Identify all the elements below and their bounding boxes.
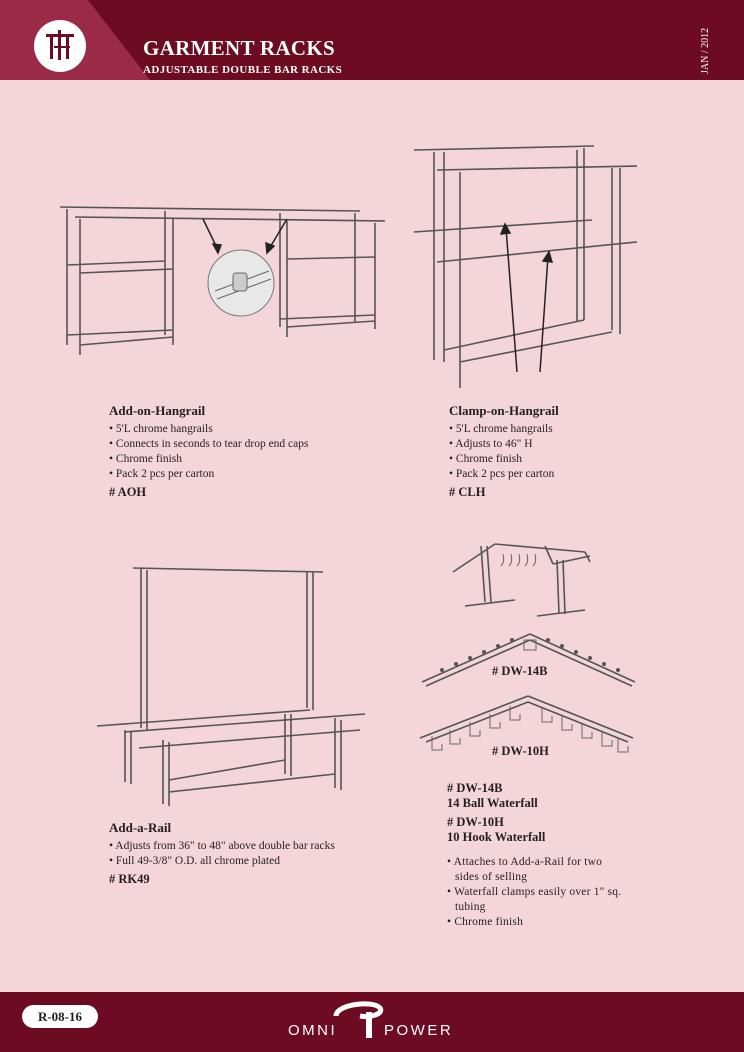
feature-item: • Connects in seconds to tear drop end caps bbox=[109, 437, 409, 452]
add-on-hangrail-title: Add-on-Hangrail bbox=[109, 403, 206, 418]
feature-item: • Attaches to Add-a-Rail for two sides of selling bbox=[447, 855, 625, 885]
add-on-hangrail-info bbox=[109, 403, 409, 500]
page-code-badge: R-08-16 bbox=[22, 1005, 98, 1028]
clamp-on-hangrail-code: # CLH bbox=[449, 485, 486, 499]
add-a-rail-info bbox=[109, 820, 409, 887]
issue-date: JAN / 2012 bbox=[700, 27, 711, 74]
omni-power-mark-icon bbox=[34, 20, 86, 72]
ball-waterfall-image bbox=[420, 630, 640, 690]
add-on-hangrail-features bbox=[109, 422, 409, 482]
feature-item: • Chrome finish bbox=[109, 452, 409, 467]
feature-item: • Chrome finish bbox=[449, 452, 729, 467]
add-a-rail-image bbox=[95, 560, 375, 810]
hook-waterfall-label: # DW-10H bbox=[492, 744, 549, 758]
brand-name-right: POWER bbox=[384, 1022, 454, 1039]
clamp-on-hangrail-title: Clamp-on-Hangrail bbox=[449, 403, 559, 418]
add-on-hangrail-code: # AOH bbox=[109, 485, 147, 499]
header-accent-shape bbox=[0, 0, 744, 80]
logo-badge bbox=[34, 20, 86, 72]
dw10h-name: 10 Hook Waterfall bbox=[447, 830, 546, 844]
feature-item: • 5'L chrome hangrails bbox=[109, 422, 409, 437]
ball-waterfall-label: # DW-14B bbox=[492, 664, 548, 678]
brand-logo-icon bbox=[330, 998, 390, 1028]
waterfall-info bbox=[447, 781, 647, 930]
dw10h-code: # DW-10H bbox=[447, 815, 504, 829]
clamp-on-hangrail-features bbox=[449, 422, 729, 482]
feature-item: • Waterfall clamps easily over 1" sq. tubing bbox=[447, 885, 625, 915]
feature-item: • 5'L chrome hangrails bbox=[449, 422, 729, 437]
header-band bbox=[0, 0, 744, 80]
page-subtitle: ADJUSTABLE DOUBLE BAR RACKS bbox=[143, 64, 343, 76]
dw14b-code: # DW-14B bbox=[447, 781, 503, 795]
brand-name-left: OMNI bbox=[288, 1022, 338, 1039]
waterfall-stand-image bbox=[445, 532, 655, 622]
feature-item: • Pack 2 pcs per carton bbox=[449, 467, 729, 482]
feature-item: • Adjusts from 36" to 48" above double bar racks bbox=[109, 839, 409, 854]
dw14b-name: 14 Ball Waterfall bbox=[447, 796, 538, 810]
feature-item: • Full 49-3/8" O.D. all chrome plated bbox=[109, 854, 409, 869]
add-a-rail-code: # RK49 bbox=[109, 872, 150, 886]
feature-item: • Adjusts to 46" H bbox=[449, 437, 729, 452]
waterfall-features bbox=[447, 855, 625, 930]
clamp-on-hangrail-image bbox=[412, 140, 652, 380]
clamp-on-hangrail-info bbox=[449, 403, 729, 500]
add-on-hangrail-image bbox=[55, 195, 385, 365]
add-a-rail-title: Add-a-Rail bbox=[109, 820, 172, 835]
feature-item: • Chrome finish bbox=[447, 915, 625, 930]
page-title: GARMENT RACKS bbox=[143, 36, 335, 60]
add-a-rail-features bbox=[109, 839, 409, 869]
feature-item: • Pack 2 pcs per carton bbox=[109, 467, 409, 482]
